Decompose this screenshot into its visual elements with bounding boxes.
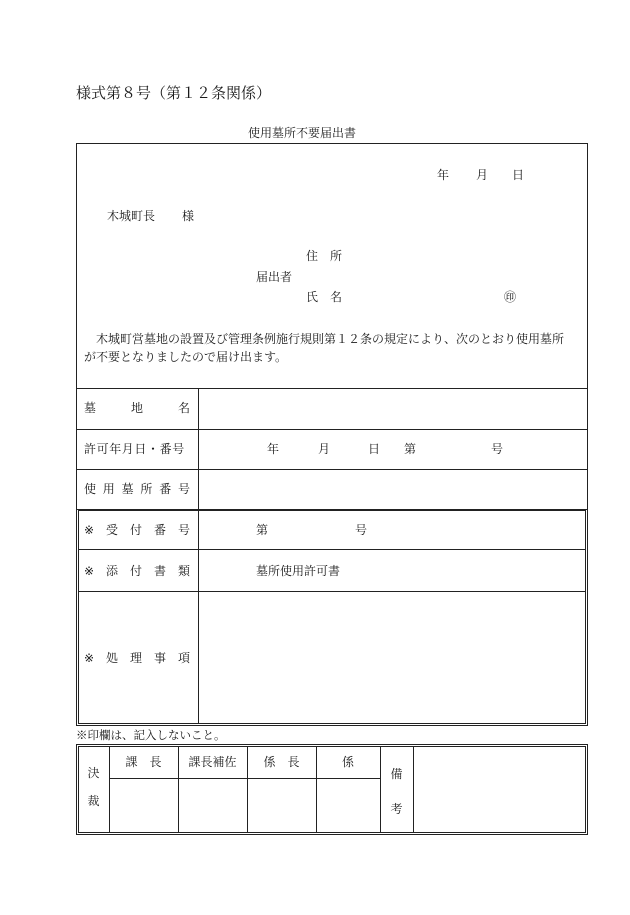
applicant-label: 届出者 <box>256 270 293 284</box>
note-mark: ※ <box>84 651 95 665</box>
date-day-label: 日 <box>512 168 525 182</box>
label-char: 所 <box>140 482 153 496</box>
receipt-number-suffix: 号 <box>355 523 368 537</box>
stamp-cell-assistant-chief[interactable] <box>179 779 246 832</box>
label-char: 番 <box>159 482 172 496</box>
label-char: 番 <box>154 523 167 537</box>
plot-number-label <box>84 481 190 497</box>
label-char: 受 <box>106 523 119 537</box>
label-char: 用 <box>102 482 115 496</box>
attachments-label <box>84 563 190 579</box>
seal-mark: ㊞ <box>504 290 517 304</box>
label-char: 処 <box>106 651 119 665</box>
note-mark: ※ <box>84 523 95 537</box>
receipt-number-prefix: 第 <box>256 523 269 537</box>
addressee-honorific: 様 <box>182 209 195 223</box>
label-char: 理 <box>130 651 143 665</box>
approval-col-unit-chief: 係 長 <box>263 755 300 769</box>
approval-col-staff: 係 <box>341 755 354 769</box>
name-char-1: 氏 <box>306 290 319 304</box>
address-char-1: 住 <box>306 249 319 263</box>
date-month-label: 月 <box>476 168 489 182</box>
addressee-name: 木城町長 <box>107 209 156 223</box>
label-char: 号 <box>177 523 190 537</box>
label-char: 添 <box>106 564 119 578</box>
row-divider <box>76 429 588 430</box>
label-char: 付 <box>130 523 143 537</box>
body-text-line-1: 木城町営墓地の設置及び管理条例施行規則第１２条の規定により、次のとおり使用墓所 <box>96 332 565 346</box>
remarks-char-1: 備 <box>390 767 403 781</box>
label-char: 墓 <box>121 482 134 496</box>
label-char: 項 <box>177 651 190 665</box>
stamp-cell-unit-chief[interactable] <box>248 779 315 832</box>
note-text: ※印欄は、記入しないこと。 <box>76 728 226 742</box>
decision-char-2: 裁 <box>87 794 100 808</box>
name-char-2: 名 <box>329 290 342 304</box>
stamp-cell-section-chief[interactable] <box>110 779 177 832</box>
attachments-value: 墓所使用許可書 <box>256 564 341 578</box>
permit-number-suffix: 号 <box>491 442 504 456</box>
address-char-2: 所 <box>329 249 342 263</box>
label-char: 地 <box>130 401 143 415</box>
approval-col-section-chief: 課 長 <box>125 755 162 769</box>
approval-col-assistant-chief: 課長補佐 <box>188 755 237 769</box>
name-label <box>306 289 342 305</box>
label-char: 使 <box>84 482 97 496</box>
remarks-char-2: 考 <box>390 802 403 816</box>
note-mark: ※ <box>84 564 95 578</box>
label-char: 墓 <box>84 401 97 415</box>
plot-number-field[interactable] <box>199 470 586 508</box>
remarks-field[interactable] <box>414 747 585 832</box>
row-divider <box>76 509 588 510</box>
processing-label <box>84 650 190 666</box>
label-char: 事 <box>154 651 167 665</box>
label-char: 書 <box>154 564 167 578</box>
label-char: 号 <box>177 482 190 496</box>
processing-field[interactable] <box>199 592 585 723</box>
permit-number-prefix: 第 <box>404 442 417 456</box>
label-char: 類 <box>177 564 190 578</box>
label-char: 付 <box>130 564 143 578</box>
date-year-label: 年 <box>437 168 450 182</box>
permit-year-unit: 年 <box>267 442 280 456</box>
body-text-line-2: が不要となりましたので届け出ます。 <box>84 350 288 364</box>
column-divider <box>380 746 381 833</box>
stamp-cell-staff[interactable] <box>317 779 379 832</box>
cemetery-name-field[interactable] <box>199 389 586 428</box>
address-label <box>306 248 342 264</box>
permit-day-unit: 日 <box>368 442 381 456</box>
form-number: 様式第８号（第１２条関係） <box>76 84 272 102</box>
permit-month-unit: 月 <box>318 442 331 456</box>
decision-char-1: 決 <box>87 766 100 780</box>
row-divider <box>78 549 586 550</box>
permit-date-label: 許可年月日・番号 <box>84 442 185 456</box>
cemetery-name-label <box>84 400 190 416</box>
form-title: 使用墓所不要届出書 <box>248 126 357 140</box>
receipt-number-label <box>84 522 190 538</box>
label-char: 名 <box>177 401 190 415</box>
